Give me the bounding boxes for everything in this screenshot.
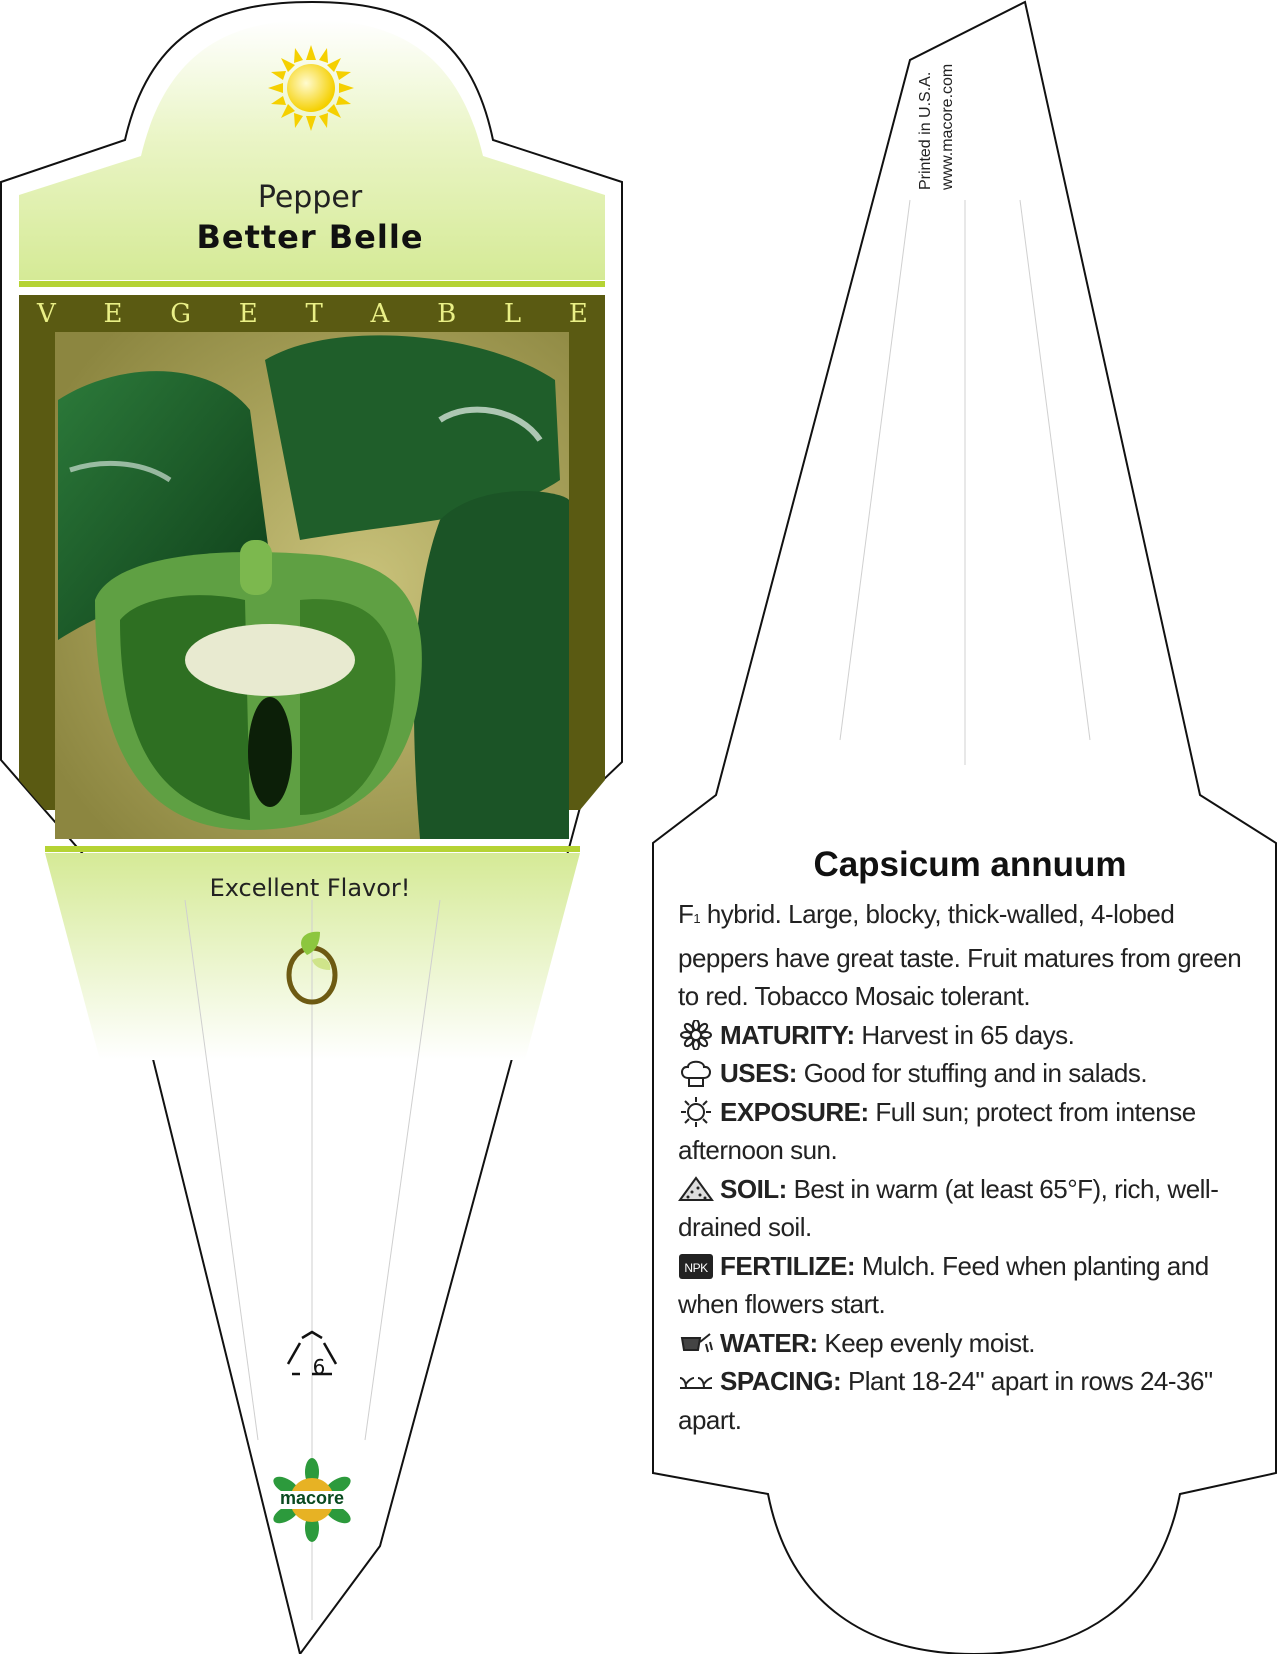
sun-outline-icon [678, 1097, 714, 1127]
printed-in-line: Printed in U.S.A. [917, 71, 934, 190]
printed-note [915, 64, 959, 190]
care-label-water: WATER: [720, 1327, 818, 1358]
pepper-photo [55, 332, 569, 839]
category-letter: B [437, 298, 457, 329]
care-row-water [678, 1324, 1248, 1363]
flower-icon [678, 1020, 714, 1050]
care-text-uses: Good for stuffing and in salads. [803, 1058, 1148, 1088]
care-text-maturity: Harvest in 65 days. [861, 1019, 1075, 1050]
care-row-uses [678, 1054, 1248, 1093]
care-info [678, 895, 1248, 1439]
chef-hat-icon [678, 1058, 714, 1088]
botanical-name: Capsicum annuum [813, 845, 1127, 884]
seedling-spacing-icon [678, 1366, 714, 1396]
category-letter: E [568, 298, 588, 329]
category-letter: E [103, 298, 123, 329]
care-label-spacing: SPACING: [720, 1366, 842, 1396]
brand-name: macore [279, 1488, 345, 1508]
tagline: Excellent Flavor! [209, 874, 411, 902]
care-text-soil: Best in warm (at least 65°F), rich, well-drained soil. [678, 1173, 1219, 1242]
care-row-maturity [678, 1016, 1248, 1055]
svg-text:NPK: NPK [684, 1260, 708, 1275]
category-letter: E [238, 298, 258, 329]
description [678, 895, 1248, 1016]
f1-label: F1 [678, 899, 701, 929]
category-letter: A [370, 298, 390, 329]
website-line: www.macore.com [939, 63, 956, 190]
variety-name: Better Belle [196, 218, 424, 256]
care-text-fertilize: Mulch. Feed when planting and when flowers start. [678, 1250, 1209, 1319]
category-letter: V [37, 298, 56, 329]
care-text-exposure: Full sun; protect from intense afternoon sun. [678, 1096, 1196, 1165]
care-label-fertilize: FERTILIZE: [720, 1250, 856, 1281]
care-row-exposure [678, 1093, 1248, 1170]
category-letter: L [503, 298, 522, 329]
care-row-spacing [678, 1362, 1248, 1439]
common-name: Pepper [257, 180, 363, 215]
watering-can-icon [678, 1328, 714, 1358]
category-letter: T [305, 298, 323, 329]
care-label-exposure: EXPOSURE: [720, 1096, 869, 1127]
category-letter: G [170, 298, 192, 329]
care-text-spacing: Plant 18-24" apart in rows 24-36" apart. [678, 1366, 1213, 1435]
recycle-number: 6 [312, 1355, 326, 1379]
npk-icon [678, 1251, 714, 1281]
care-text-water: Keep evenly moist. [824, 1327, 1036, 1358]
description-text: hybrid. Large, blocky, thick-walled, 4-lobed peppers have great taste. Fruit matures from green to red. Tobacco Mosaic tolerant. [678, 899, 1242, 1011]
soil-icon [678, 1174, 714, 1204]
category-label [19, 295, 606, 332]
care-label-maturity: MATURITY: [720, 1019, 855, 1050]
care-row-soil [678, 1170, 1248, 1247]
care-label-soil: SOIL: [720, 1173, 787, 1204]
care-label-uses: USES: [720, 1058, 797, 1088]
care-row-fertilize [678, 1247, 1248, 1324]
